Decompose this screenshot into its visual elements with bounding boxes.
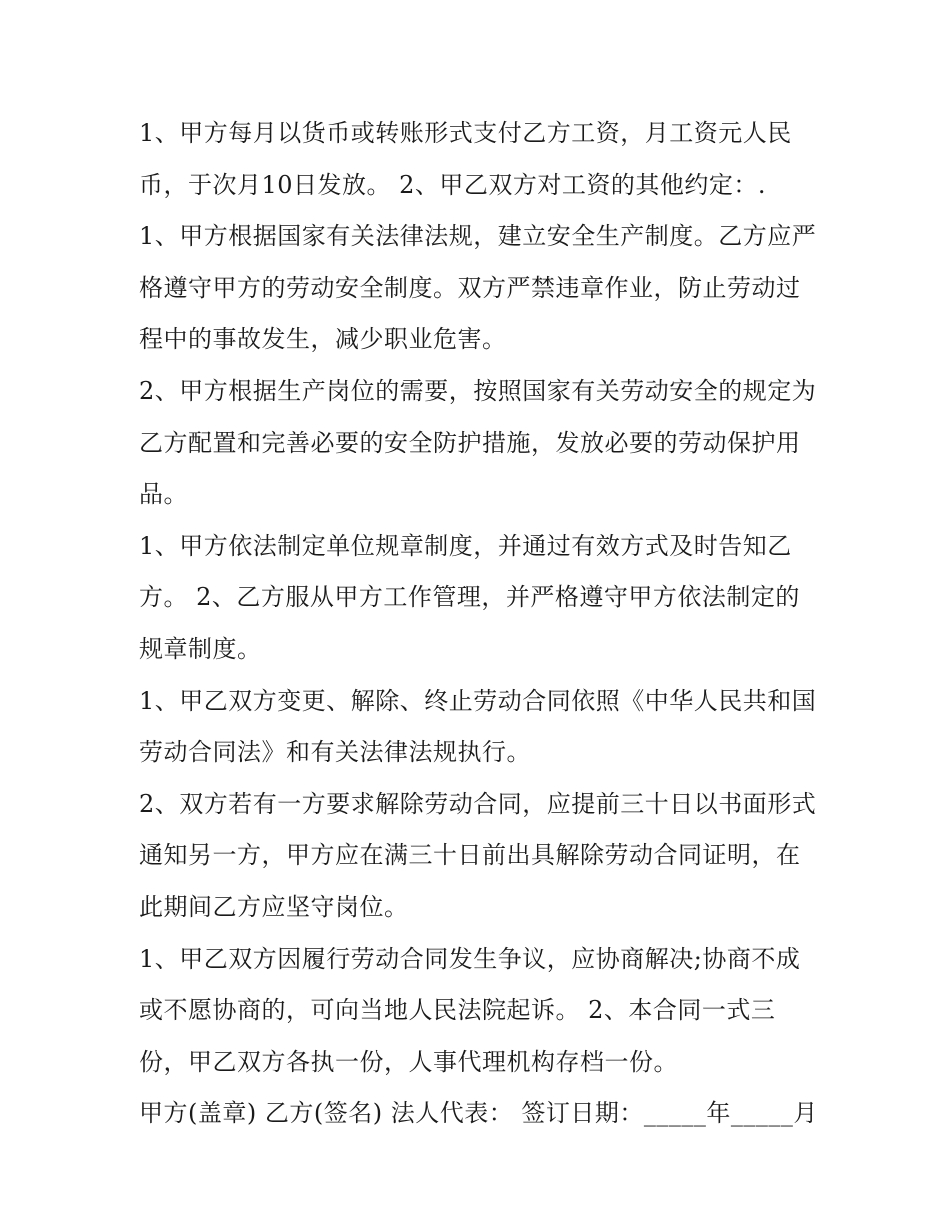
paragraph-safety-equipment: 2、甲方根据生产岗位的需要，按照国家有关劳动安全的规定为乙方配置和完善必要的安全防护措施，发放必要的劳动保护用品。 [139,376,817,509]
paragraph-termination-notice: 2、双方若有一方要求解除劳动合同，应提前三十日以书面形式通知另一方，甲方应在满三十日前出具解除劳动合同证明，在此期间乙方应坚守岗位。 [139,789,817,921]
paragraph-contract-change: 1、甲乙双方变更、解除、终止劳动合同依照《中华人民共和国劳动合同法》和有关法律法规执行。 [139,686,817,767]
paragraph-safety-system: 1、甲方根据国家有关法律法规，建立安全生产制度。乙方应严格遵守甲方的劳动安全制度。双方严禁违章作业，防止劳动过程中的事故发生，减少职业危害。 [139,222,817,354]
signature-line: 甲方(盖章) 乙方(签名) 法人代表： 签订日期：_____年_____月 [139,1099,818,1128]
paragraph-rules: 1、甲方依法制定单位规章制度，并通过有效方式及时告知乙方。 2、乙方服从甲方工作管理，并严格遵守甲方依法制定的规章制度。 [139,531,800,663]
paragraph-disputes: 1、甲乙双方因履行劳动合同发生争议，应协商解决;协商不成或不愿协商的，可向当地人民法院起诉。 2、本合同一式三份，甲乙双方各执一份，人事代理机构存档一份。 [139,944,801,1076]
document-body [139,108,819,1140]
paragraph-wages: 1、甲方每月以货币或转账形式支付乙方工资，月工资元人民币，于次月10日发放。 2、甲乙双方对工资的其他约定：. [139,119,792,199]
